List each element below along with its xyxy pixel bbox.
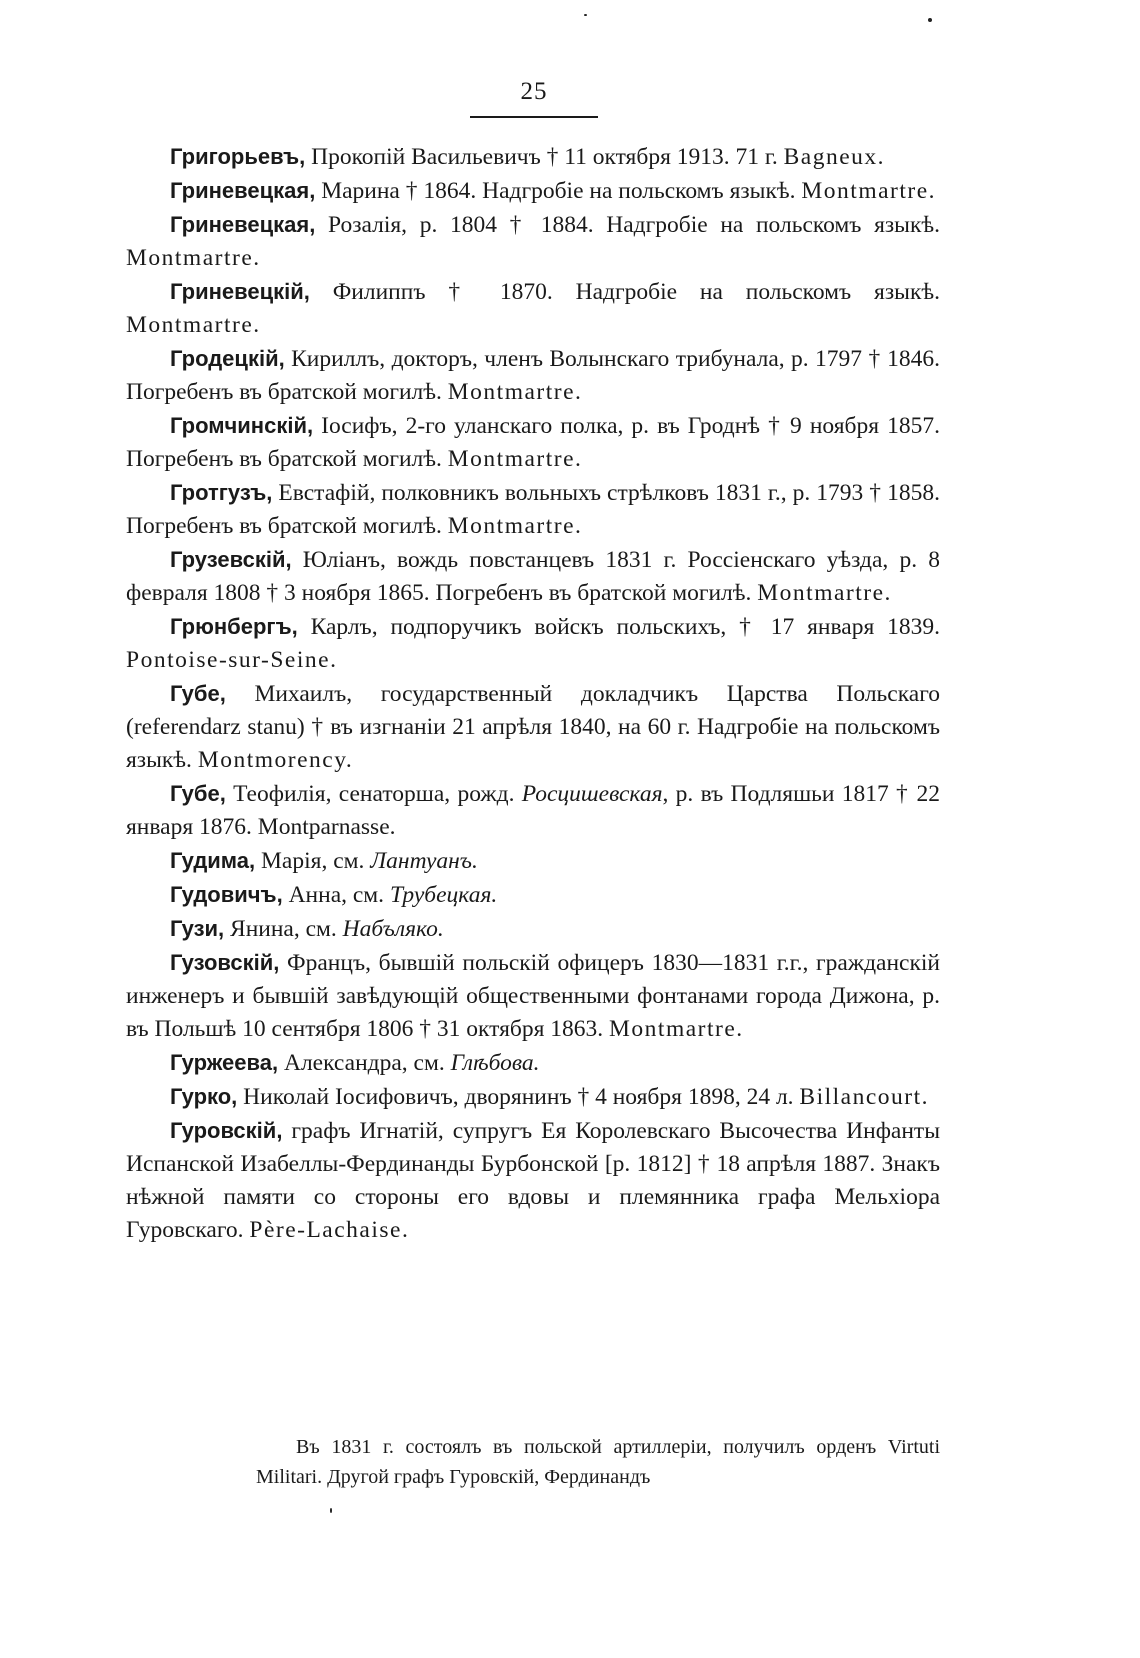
entry-surname: Губе, — [170, 781, 226, 806]
entry-surname: Губе, — [170, 681, 226, 706]
entry-text: Юліанъ, вождь повстанцевъ 1831 г. Россіенскаго уѣзда, р. 8 февраля 1808 † 3 ноября 1865. Погребенъ въ братской могилѣ. — [126, 547, 940, 606]
list-item — [126, 409, 940, 476]
entry-cemetery: Montmartre. — [447, 446, 583, 472]
entry-cross-reference: Лантуанъ. — [370, 848, 478, 874]
entry-surname: Гуровскій, — [170, 1118, 283, 1143]
footnote-text: Въ 1831 г. состоялъ въ польской артиллеріи, получилъ орденъ Virtuti Militari. Другой графъ Гуровскій, Фердинандъ — [256, 1436, 940, 1488]
entry-text: Іосифъ, 2-го уланскаго полка, р. въ Гроднѣ † 9 ноября 1857. Погребенъ въ братской могилѣ. — [126, 413, 940, 472]
page-number-rule — [470, 116, 598, 118]
entry-cross-reference: Трубецкая. — [389, 882, 498, 908]
entry-cemetery: Billancourt. — [799, 1084, 930, 1110]
entry-text: Кириллъ, докторъ, членъ Волынскаго трибунала, р. 1797 † 1846. Погребенъ въ братской могилѣ. — [126, 346, 940, 405]
entry-text: Александра, см. — [278, 1050, 451, 1076]
entry-surname: Гриневецкая, — [170, 212, 316, 237]
scan-speck — [928, 18, 932, 22]
entry-cross-reference: Набъляко. — [342, 916, 444, 942]
entry-surname: Григорьевъ, — [170, 144, 306, 169]
list-item — [126, 610, 940, 677]
entry-surname: Гуржеева, — [170, 1050, 279, 1075]
list-item — [126, 777, 940, 844]
entry-text: Михаилъ, государственный докладчикъ Царства Польскаго (referendarz stanu) † въ изгнаніи 21 апрѣля 1840, на 60 г. Надгробіе на польскомъ языкѣ. — [126, 681, 940, 773]
list-item — [126, 140, 940, 174]
list-item — [126, 476, 940, 543]
entry-text: Францъ, бывшій польскій офицеръ 1830—1831 г.г., гражданскій инженеръ и бывшій завѣдующій общественными фонтанами города Дижона, р. въ Польшѣ 10 сентября 1806 † 31 октября 1863. — [126, 950, 940, 1042]
list-item — [126, 208, 940, 275]
entry-text: Анна, см. — [282, 882, 390, 908]
entry-surname: Гродецкій, — [170, 346, 285, 371]
entry-surname: Гриневецкая, — [170, 178, 316, 203]
entry-text: Марина † 1864. Надгробіе на польскомъ языкѣ. — [315, 178, 802, 204]
entry-surname: Гузовскій, — [170, 950, 280, 975]
entry-surname: Гротгузъ, — [170, 480, 273, 505]
entry-maiden-name: Росцишевская — [521, 781, 663, 807]
entry-surname: Гузи, — [170, 916, 225, 941]
list-item — [126, 1046, 940, 1080]
page-number: 25 — [520, 78, 548, 105]
entry-cemetery: Pontoise-sur-Seine. — [126, 647, 338, 673]
entry-surname: Гудовичъ, — [170, 882, 283, 907]
entry-cemetery: Montparnasse. — [257, 814, 396, 840]
scan-speck — [584, 14, 587, 16]
entry-surname: Грюнбергъ, — [170, 614, 298, 639]
list-item — [126, 1080, 940, 1114]
entry-surname: Грузевскій, — [170, 547, 292, 572]
list-item — [126, 912, 940, 946]
scan-speck — [330, 1508, 332, 1513]
list-item — [126, 1114, 940, 1247]
entry-surname: Гудима, — [170, 848, 256, 873]
entry-cemetery: Montmorency. — [197, 747, 354, 773]
entry-cemetery: Montmartre. — [447, 513, 583, 539]
list-item — [126, 677, 940, 777]
list-item — [126, 342, 940, 409]
entry-surname: Громчинскій, — [170, 413, 314, 438]
entry-text: Розалія, р. 1804 † 1884. Надгробіе на польскомъ языкѣ. — [315, 212, 940, 238]
entry-surname: Гурко, — [170, 1084, 238, 1109]
list-item — [126, 543, 940, 610]
entry-text: Николай Іосифовичъ, дворянинъ † 4 ноября 1898, 24 л. — [237, 1084, 800, 1110]
entry-text-continued: , р. въ Подляшьи 1817 † 22 января 1876. — [126, 781, 940, 840]
list-item — [126, 946, 940, 1046]
entry-cemetery: Montmartre. — [609, 1016, 744, 1042]
footnote — [126, 1432, 940, 1492]
entry-cemetery: Montmartre. — [126, 245, 261, 271]
entry-cross-reference: Глѣбова. — [450, 1050, 540, 1076]
entry-cemetery: Montmartre. — [447, 379, 583, 405]
entry-cemetery: Bagneux. — [783, 144, 886, 170]
entry-text: Филиппъ † 1870. Надгробіе на польскомъ языкѣ. — [309, 279, 940, 305]
list-item — [126, 275, 940, 342]
entry-cemetery: Montmartre. — [801, 178, 937, 204]
entry-text: Карлъ, подпоручикъ войскъ польскихъ, † 17 января 1839. — [297, 614, 940, 640]
list-item — [126, 844, 940, 878]
list-item — [126, 174, 940, 208]
entry-text: Марія, см. — [255, 848, 371, 874]
entry-cemetery: Père-Lachaise. — [249, 1217, 410, 1243]
entry-surname: Гриневецкій, — [170, 279, 310, 304]
entry-text: графъ Игнатій, супругъ Ея Королевскаго Высочества Инфанты Испанской Изабеллы-Фердинанды Бурбонской [р. 1812] † 18 апрѣля 1887. Знакъ нѣжной памяти со стороны его вдовы и племянника графа Мельхіора Гуровскаго. — [126, 1118, 940, 1243]
entry-text: Теофилія, сенаторша, рожд. — [225, 781, 522, 807]
list-item — [126, 878, 940, 912]
entry-cemetery: Montmartre. — [126, 312, 261, 338]
entry-cemetery: Montmartre. — [757, 580, 892, 606]
entry-text: Прокопій Васильевичъ † 11 октября 1913. 71 г. — [305, 144, 784, 170]
entry-text: Янина, см. — [224, 916, 343, 942]
entries-list — [126, 140, 940, 1247]
entry-text: Евстафій, полковникъ вольныхъ стрѣлковъ 1831 г., р. 1793 † 1858. Погребенъ въ братской могилѣ. — [126, 480, 940, 539]
